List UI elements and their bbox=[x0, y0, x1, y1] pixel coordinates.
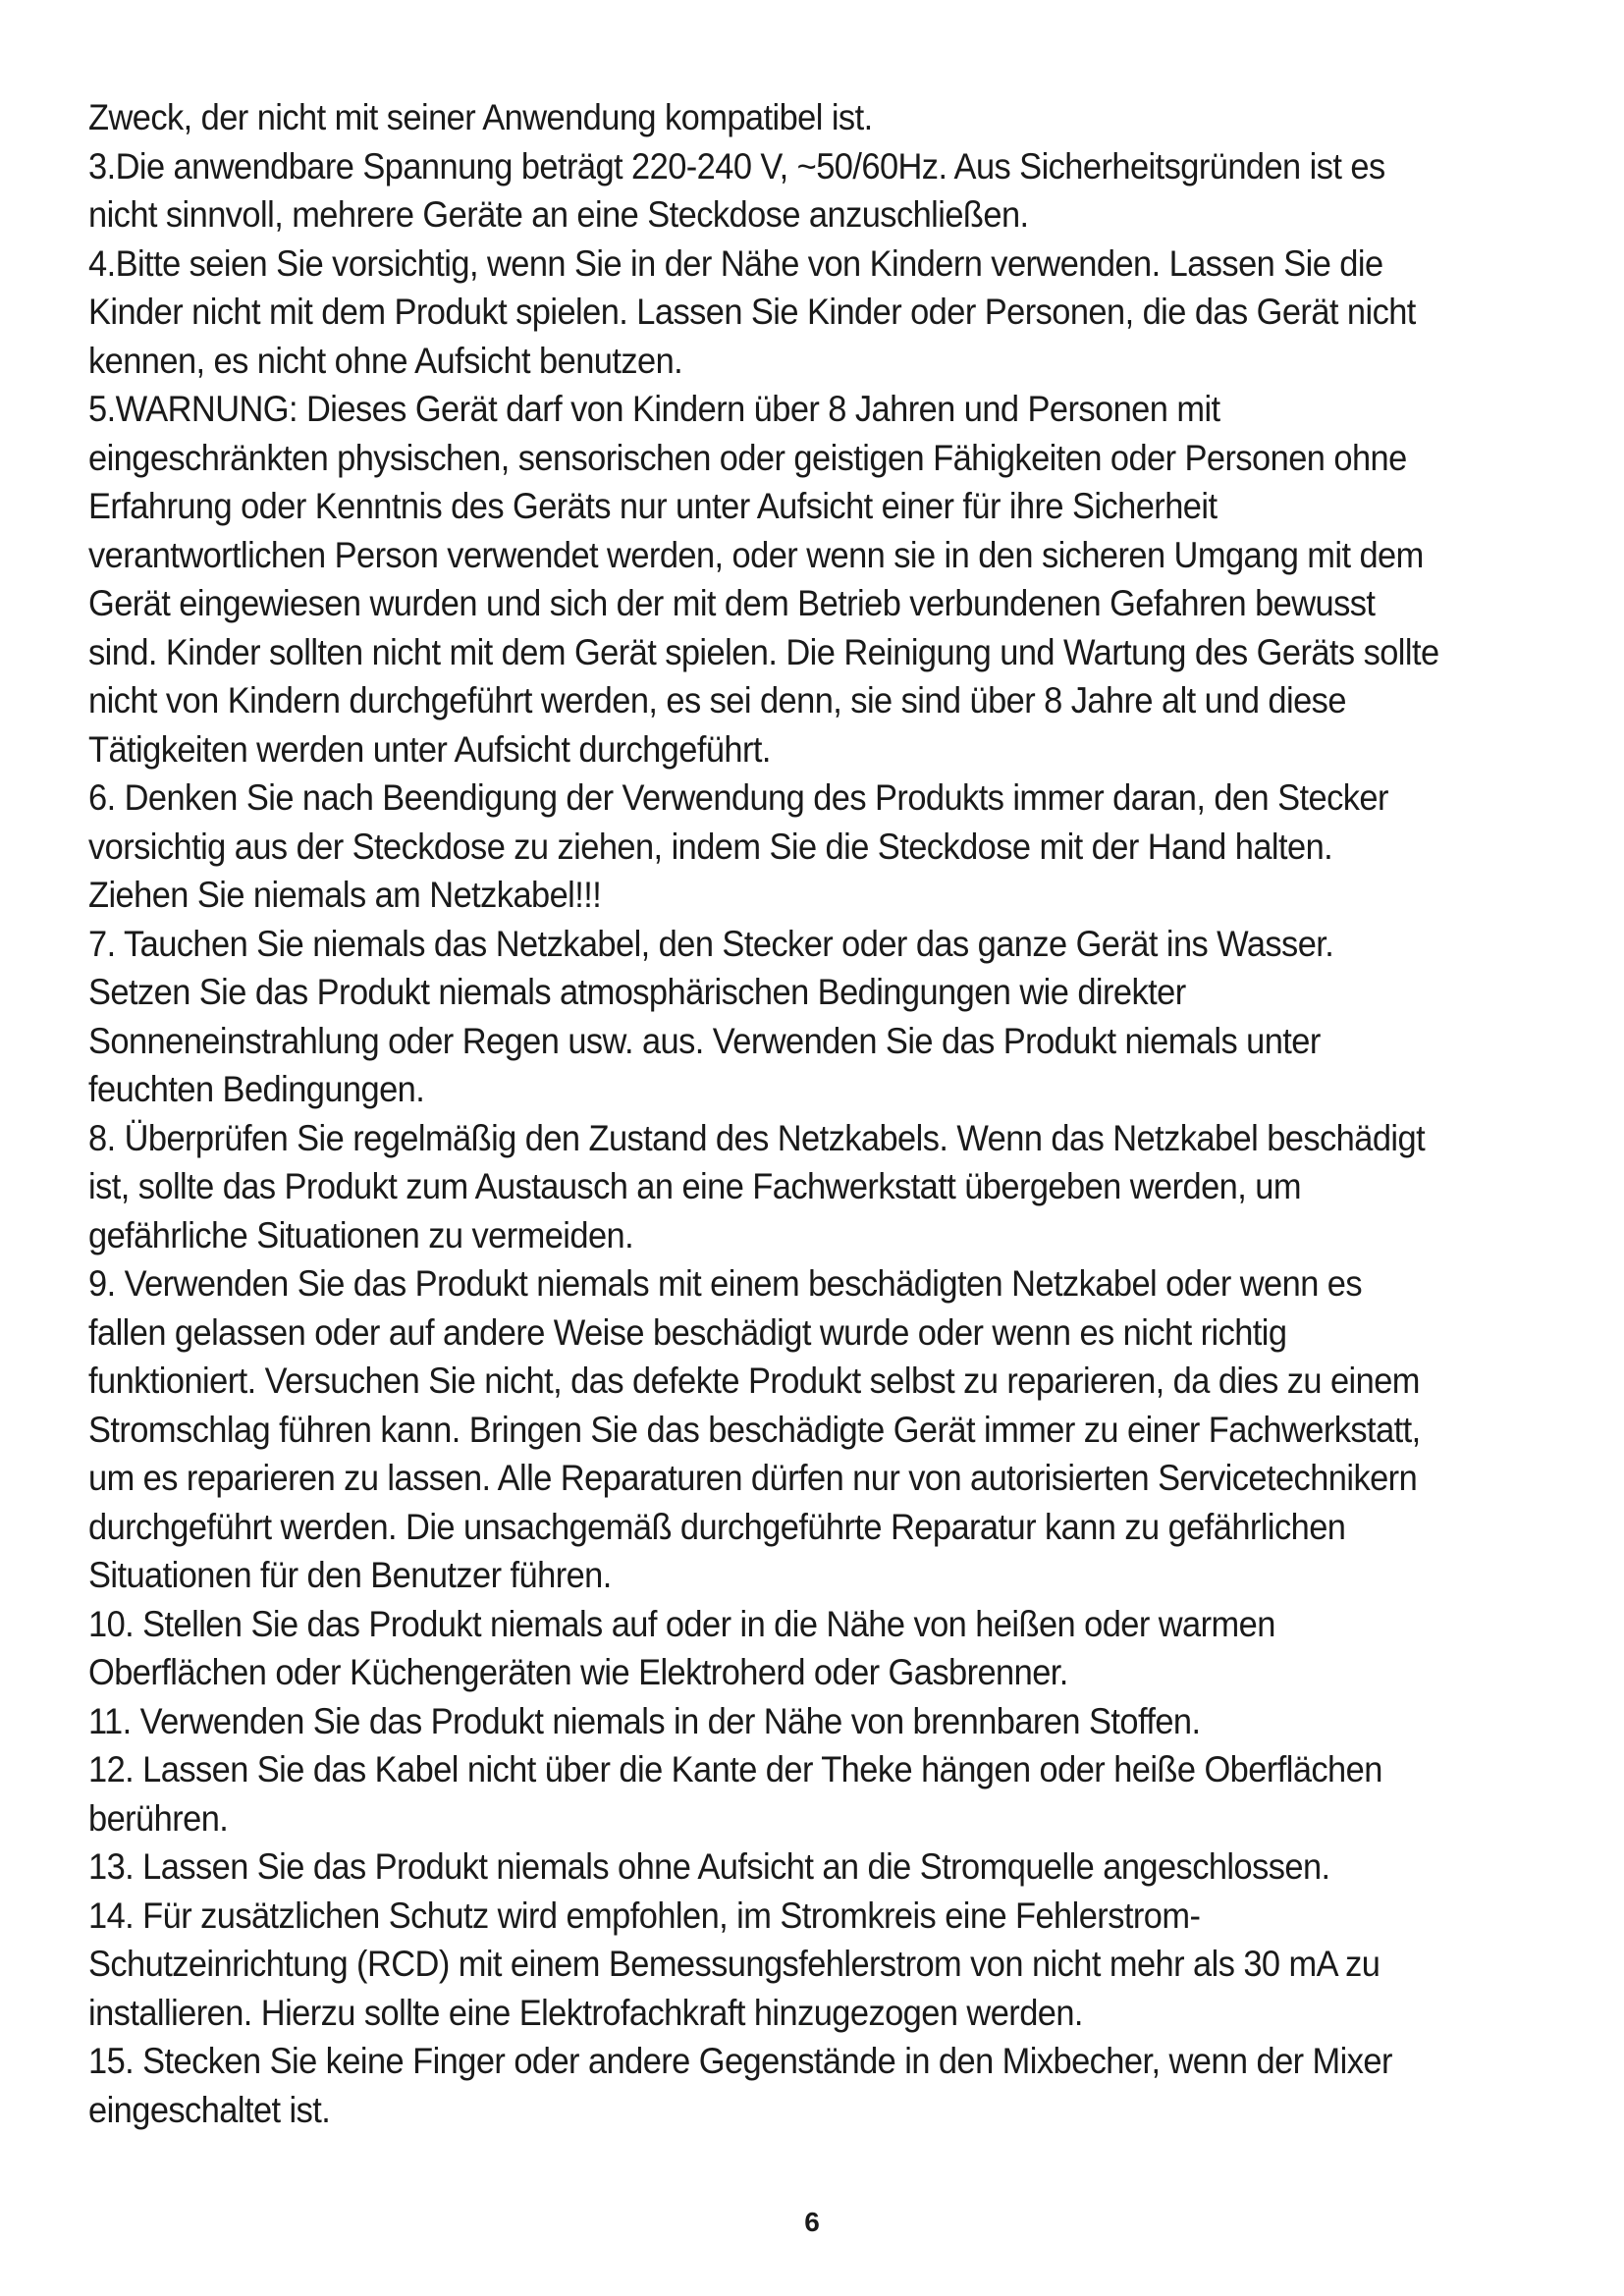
paragraph-item-4: 4.Bitte seien Sie vorsichtig, wenn Sie in der Nähe von Kindern verwenden. Lassen Sie die Kinder nicht mit dem Produkt spielen. Lassen Sie Kinder oder Personen, die das Gerät nicht kennen, es nicht ohne Aufsicht benutzen. bbox=[88, 242, 1416, 381]
paragraph-intro-continuation: Zweck, der nicht mit seiner Anwendung kompatibel ist. bbox=[88, 97, 873, 137]
paragraph-item-9: 9. Verwenden Sie das Produkt niemals mit einem beschädigten Netzkabel oder wenn es fallen gelassen oder auf andere Weise beschädigt wurde oder wenn es nicht richtig funktioniert. Versuchen Sie nicht, das defekte Produkt selbst zu reparieren, da dies zu einem Stromschlag führen kann. Bringen Sie das beschädigte Gerät immer zu einer Fachwerkstatt, um es reparieren zu lassen. Alle Reparaturen dürfen nur von autorisierten Servicetechnikern durchgeführt werden. Die unsachgemäß durchgeführte Reparatur kann zu gefährlichen Situationen für den Benutzer führen. bbox=[88, 1263, 1421, 1595]
page-number: 6 bbox=[804, 2207, 820, 2237]
paragraph-item-14: 14. Für zusätzlichen Schutz wird empfohlen, im Stromkreis eine Fehlerstrom-Schutzeinrichtung (RCD) mit einem Bemessungsfehlerstrom von nicht mehr als 30 mA zu installieren. Hierzu sollte eine Elektrofachkraft hinzugezogen werden. bbox=[88, 1895, 1380, 2033]
paragraph-item-8: 8. Überprüfen Sie regelmäßig den Zustand des Netzkabels. Wenn das Netzkabel beschädigt ist, sollte das Produkt zum Austausch an eine Fachwerkstatt übergeben werden, um gefährliche Situationen zu vermeiden. bbox=[88, 1117, 1426, 1255]
paragraph-item-13: 13. Lassen Sie das Produkt niemals ohne Aufsicht an die Stromquelle angeschlossen. bbox=[88, 1846, 1330, 1887]
paragraph-item-7: 7. Tauchen Sie niemals das Netzkabel, den Stecker oder das ganze Gerät ins Wasser. Setzen Sie das Produkt niemals atmosphärischen Bedingungen wie direkter Sonneneinstrahlung oder Regen usw. aus. Verwenden Sie das Produkt niemals unter feuchten Bedingungen. bbox=[88, 923, 1334, 1109]
paragraph-item-12: 12. Lassen Sie das Kabel nicht über die Kante der Theke hängen oder heiße Oberflächen berühren. bbox=[88, 1749, 1382, 1839]
paragraph-item-15: 15. Stecken Sie keine Finger oder andere Gegenstände in den Mixbecher, wenn der Mixer eingeschaltet ist. bbox=[88, 2041, 1392, 2130]
paragraph-item-6: 6. Denken Sie nach Beendigung der Verwendung des Produkts immer daran, den Stecker vorsichtig aus der Steckdose zu ziehen, indem Sie die Steckdose mit der Hand halten. Ziehen Sie niemals am Netzkabel!!! bbox=[88, 777, 1388, 915]
paragraph-item-5: 5.WARNUNG: Dieses Gerät darf von Kindern über 8 Jahren und Personen mit eingeschränkten physischen, sensorischen oder geistigen Fähigkeiten oder Personen ohne Erfahrung oder Kenntnis des Geräts nur unter Aufsicht einer für ihre Sicherheit verantwortlichen Person verwendet werden, oder wenn sie in den sicheren Umgang mit dem Gerät eingewiesen wurden und sich der mit dem Betrieb verbundenen Gefahren bewusst sind. Kinder sollten nicht mit dem Gerät spielen. Die Reinigung und Wartung des Geräts sollte nicht von Kindern durchgeführt werden, es sei denn, sie sind über 8 Jahre alt und diese Tätigkeiten werden unter Aufsicht durchgeführt. bbox=[88, 389, 1439, 770]
paragraph-item-11: 11. Verwenden Sie das Produkt niemals in der Nähe von brennbaren Stoffen. bbox=[88, 1700, 1201, 1741]
paragraph-item-3: 3.Die anwendbare Spannung beträgt 220-240 V, ~50/60Hz. Aus Sicherheitsgründen ist es nicht sinnvoll, mehrere Geräte an eine Steckdose anzuschließen. bbox=[88, 145, 1385, 235]
document-body bbox=[88, 93, 1439, 2134]
paragraph-item-10: 10. Stellen Sie das Produkt niemals auf oder in die Nähe von heißen oder warmen Oberflächen oder Küchengeräten wie Elektroherd oder Gasbrenner. bbox=[88, 1603, 1275, 1692]
